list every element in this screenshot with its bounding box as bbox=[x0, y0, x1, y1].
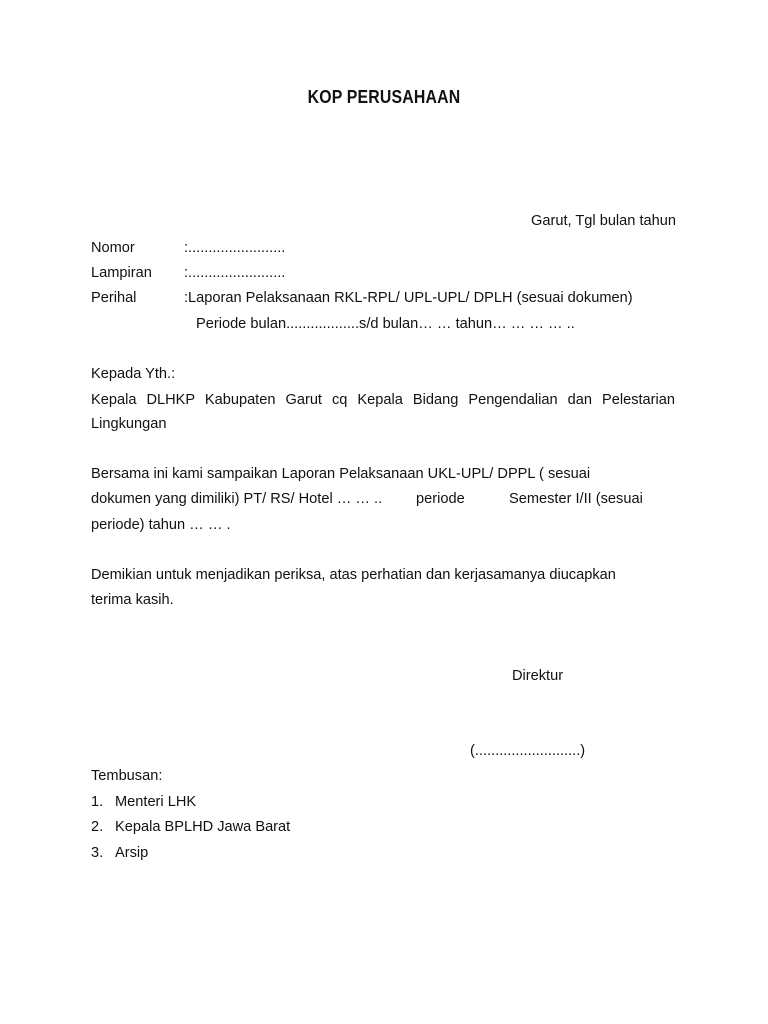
list-item-number: 1. bbox=[91, 794, 104, 810]
list-item-number: 3. bbox=[91, 845, 104, 861]
perihal-value: :Laporan Pelaksanaan RKL-RPL/ UPL-UPL/ DPLH (sesuai dokumen) bbox=[184, 290, 633, 306]
nomor-label: Nomor bbox=[91, 240, 135, 256]
perihal-period: Periode bulan..................s/d bulan… … tahun… … … … .. bbox=[196, 316, 575, 332]
lampiran-value: :........................ bbox=[184, 265, 286, 281]
list-item-number: 2. bbox=[91, 819, 104, 835]
list-item: Arsip bbox=[115, 845, 149, 861]
body-line-2b: periode bbox=[416, 491, 465, 507]
cc-label: Tembusan: bbox=[91, 768, 163, 784]
recipient-line-1: Kepala DLHKP Kabupaten Garut cq Kepala Bidang Pengendalian dan Pelestarian bbox=[91, 392, 675, 408]
list-item: Menteri LHK bbox=[115, 794, 197, 810]
signature-placeholder: (..........................) bbox=[470, 743, 586, 759]
body-line-2a: dokumen yang dimiliki) PT/ RS/ Hotel … … .. bbox=[91, 491, 383, 507]
letterhead-title: KOP PERUSAHAAN bbox=[307, 87, 461, 107]
body-line-1: Bersama ini kami sampaikan Laporan Pelaksanaan UKL-UPL/ DPPL ( sesuai bbox=[91, 466, 591, 482]
body-line-3: periode) tahun … … . bbox=[91, 517, 231, 533]
signatory-title: Direktur bbox=[512, 668, 564, 684]
closing-line-2: terima kasih. bbox=[91, 592, 174, 608]
lampiran-label: Lampiran bbox=[91, 265, 152, 281]
closing-line-1: Demikian untuk menjadikan periksa, atas perhatian dan kerjasamanya diucapkan bbox=[91, 567, 616, 583]
perihal-label: Perihal bbox=[91, 290, 137, 306]
body-line-2c: Semester I/II (sesuai bbox=[509, 491, 643, 507]
nomor-value: :........................ bbox=[184, 240, 286, 256]
place-date: Garut, Tgl bulan tahun bbox=[531, 213, 676, 229]
list-item: Kepala BPLHD Jawa Barat bbox=[115, 819, 291, 835]
recipient-greeting: Kepada Yth.: bbox=[91, 366, 176, 382]
recipient-line-2: Lingkungan bbox=[91, 416, 167, 432]
